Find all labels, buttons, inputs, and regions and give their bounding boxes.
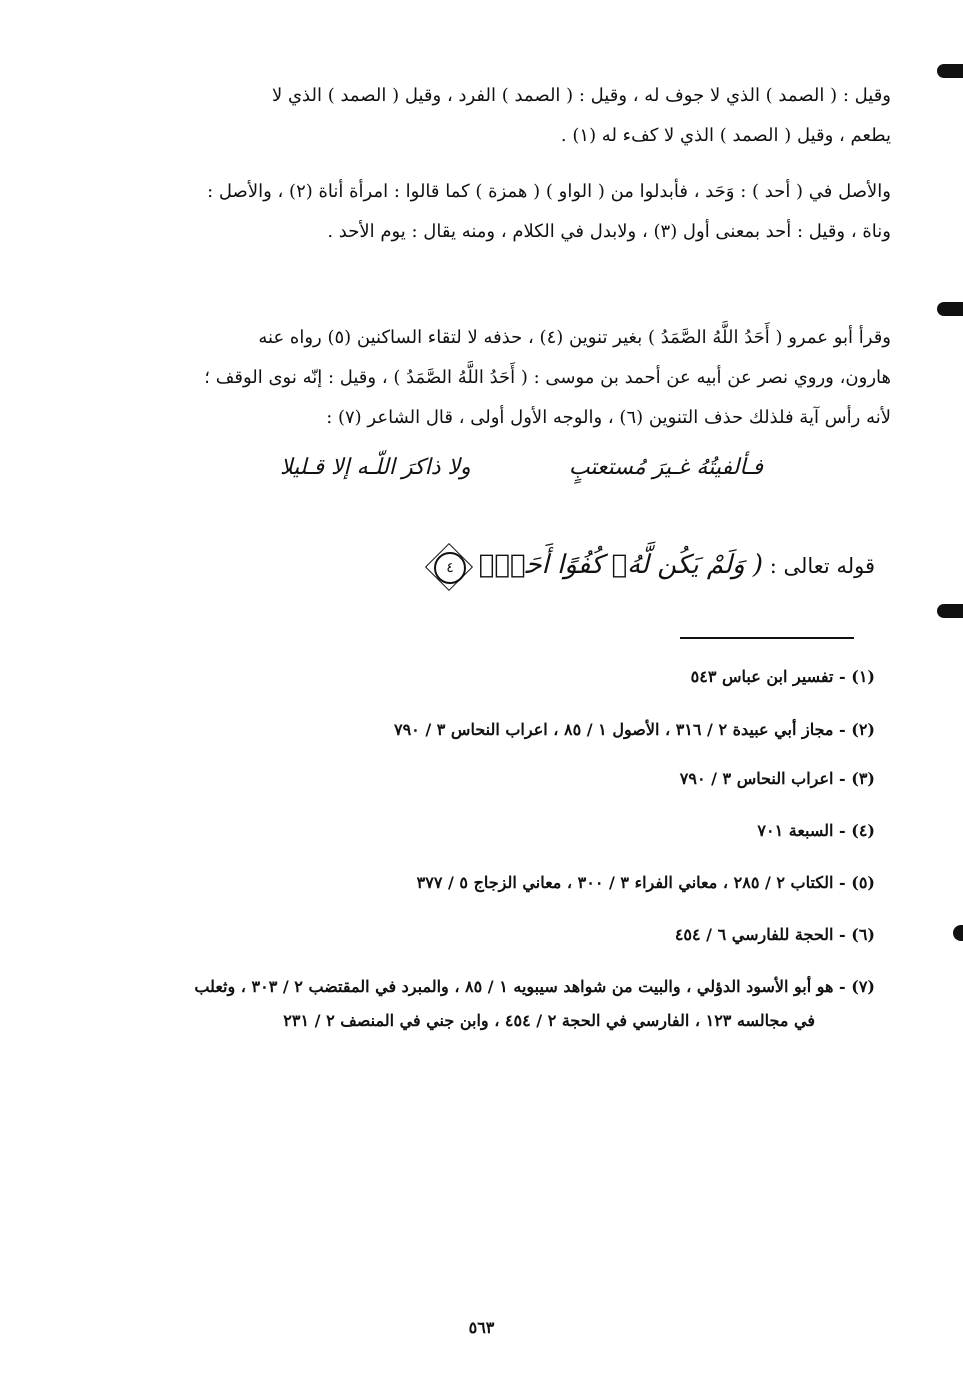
quran-verse-line — [434, 550, 875, 600]
footnote-1: (١) - تفسير ابن عباس ٥٤٣ — [690, 667, 875, 686]
text-line: لأنه رأس آية فلذلك حذف التنوين (٦) ، والوجه الأول أولى ، قال الشاعر (٧) : — [326, 407, 891, 428]
text-line: والأصل في ( أحد ) : وَحَد ، فأبدلوا من ( الواو ) ( همزة ) كما قالوا : امرأة أناة (٢) ، والأصل : — [207, 181, 891, 202]
page-number: ٥٦٣ — [468, 1318, 495, 1337]
paragraph-samad — [78, 76, 891, 156]
footnote-6: (٦) - الحجة للفارسي ٦ / ٤٥٤ — [674, 925, 875, 944]
text-line: يطعم ، وقيل ( الصمد ) الذي لا كفء له (١) . — [560, 125, 891, 146]
text-line: وقرأ أبو عمرو ( أَحَدُ اللَّهُ الصَّمَدُ ) بغير تنوين (٤) ، حذفه لا لتقاء الساكنين (٥) رواه عنه — [258, 327, 891, 348]
footnote-7-line: (٧) - هو أبو الأسود الدؤلي ، والبيت من شواهد سيبويه ١ / ٨٥ ، والمبرد في المقتضب ٢ / ٣٠٣ ، وثعلب — [194, 977, 875, 996]
quran-intro: قوله تعالى : — [769, 554, 875, 578]
margin-mark — [937, 604, 963, 618]
verse-hemistich-second: ولا ذاكرَ اللّـه إلا قـليلا — [280, 455, 471, 480]
verse-hemistich-first: فـألفيتُهُ غـيرَ مُستعتبٍ — [568, 455, 763, 480]
footnote-3: (٣) - اعراب النحاس ٣ / ٧٩٠ — [679, 769, 875, 788]
ayah-number-icon: ٤ — [434, 552, 466, 584]
quran-verse-text: ( وَلَمْ يَكُن لَّهُۥ كُفُوًا أَحَدٌۢ — [478, 550, 764, 580]
poetry-verse — [200, 455, 763, 495]
margin-mark — [937, 302, 963, 316]
footnote-4: (٤) - السبعة ٧٠١ — [757, 821, 875, 840]
text-line: هارون، وروي نصر عن أبيه عن أحمد بن موسى : ( أَحَدُ اللَّهُ الصَّمَدُ ) ، وقيل : إنّه نوى الوقف ؛ — [204, 367, 891, 388]
margin-mark — [953, 925, 963, 941]
footnote-separator — [680, 637, 854, 639]
margin-mark — [937, 64, 963, 78]
paragraph-qiraa — [78, 318, 891, 438]
footnote-7-continuation: في مجالسه ١٢٣ ، الفارسي في الحجة ٢ / ٤٥٤ ، وابن جني في المنصف ٢ / ٢٣١ — [283, 1011, 815, 1030]
footnote-7 — [90, 974, 875, 1034]
text-line: وقيل : ( الصمد ) الذي لا جوف له ، وقيل : ( الصمد ) الفرد ، وقيل ( الصمد ) الذي لا — [271, 85, 891, 106]
text-line: وناة ، وقيل : أحد بمعنى أول (٣) ، ولابدل في الكلام ، ومنه يقال : يوم الأحد . — [327, 221, 891, 242]
footnote-2: (٢) - مجاز أبي عبيدة ٢ / ٣١٦ ، الأصول ١ / ٨٥ ، اعراب النحاس ٣ / ٧٩٠ — [393, 720, 875, 739]
footnote-5: (٥) - الكتاب ٢ / ٢٨٥ ، معاني الفراء ٣ / ٣٠٠ ، معاني الزجاج ٥ / ٣٧٧ — [416, 873, 875, 892]
paragraph-ahad-origin — [78, 172, 891, 252]
